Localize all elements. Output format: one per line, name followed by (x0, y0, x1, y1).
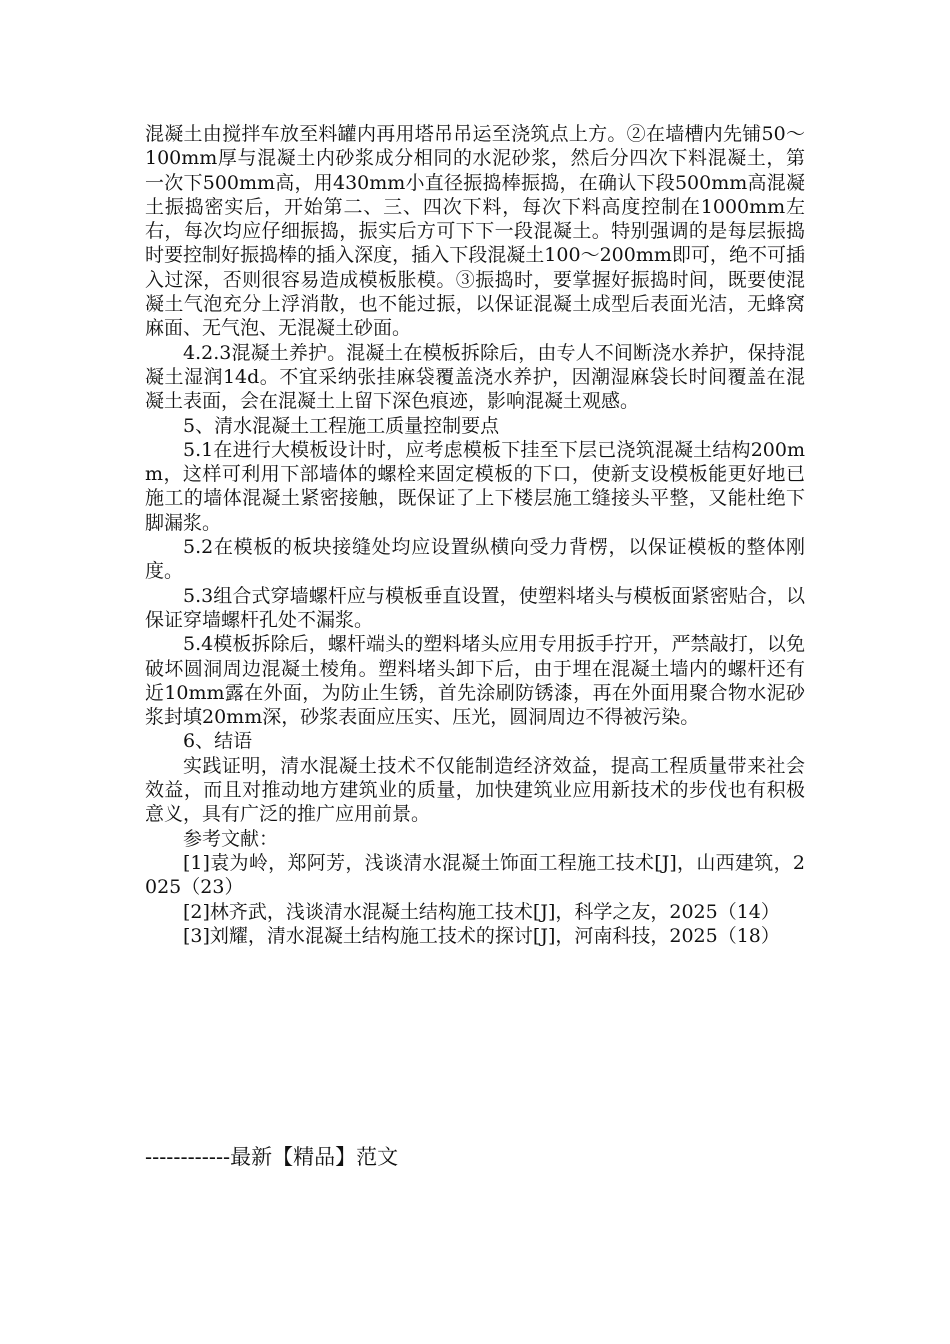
document-body (145, 122, 805, 948)
reference-item: [2]林齐武，浅谈清水混凝土结构施工技术[J]，科学之友，2025（14） (183, 900, 780, 923)
reference-item: [1]袁为岭，郑阿芳，浅谈清水混凝土饰面工程施工技术[J]，山西建筑，2025（23） (145, 851, 805, 899)
section-heading-6: 6、结语 (183, 730, 253, 753)
paragraph-continuation: 混凝土由搅拌车放至料罐内再用塔吊吊运至浇筑点上方。②在墙槽内先铺50～100mm厚与混凝土内砂浆成分相同的水泥砂浆，然后分四次下料混凝土，第一次下500mm高，用430mm小直径振捣棒振捣，在确认下段500mm高混凝土振捣密实后，开始第二、三、四次下料，每次下料高度控制在1000mm左右，每次均应仔细振捣，振实后方可下下一段混凝土。特别强调的是每层振捣时要控制好振捣棒的插入深度，插入下段混凝土100～200mm即可，绝不可插入过深，否则很容易造成模板胀模。③振捣时，要掌握好振捣时间，既要使混凝土气泡充分上浮消散，也不能过振，以保证混凝土成型后表面光洁，无蜂窝麻面、无气泡、无混凝土砂面。 (145, 123, 805, 340)
paragraph-5-4: 5.4模板拆除后，螺杆端头的塑料堵头应用专用扳手拧开，严禁敲打，以免破坏圆洞周边混凝土棱角。塑料堵头卸下后，由于埋在混凝土墙内的螺杆还有近10mm露在外面，为防止生锈，首先涂刷防锈漆，再在外面用聚合物水泥砂浆封填20mm深，砂浆表面应压实、压光，圆洞周边不得被污染。 (145, 633, 805, 729)
reference-item: [3]刘耀，清水混凝土结构施工技术的探讨[J]，河南科技，2025（18） (183, 924, 780, 947)
conclusion-paragraph: 实践证明，清水混凝土技术不仅能制造经济效益，提高工程质量带来社会效益，而且对推动地方建筑业的质量，加快建筑业应用新技术的步伐也有积极意义，具有广泛的推广应用前景。 (145, 754, 805, 826)
paragraph-5-3: 5.3组合式穿墙螺杆应与模板垂直设置，使塑料堵头与模板面紧密贴合，以保证穿墙螺杆孔处不漏浆。 (145, 584, 805, 631)
paragraph-4-2-3: 4.2.3混凝土养护。混凝土在模板拆除后，由专人不间断浇水养护，保持混凝土湿润14d。不宜采纳张挂麻袋覆盖浇水养护，因潮湿麻袋长时间覆盖在混凝土表面，会在混凝土上留下深色痕迹，影响混凝土观感。 (145, 341, 805, 413)
references-heading: 参考文献： (183, 827, 279, 850)
paragraph-5-2: 5.2在模板的板块接缝处均应设置纵横向受力背楞，以保证模板的整体刚度。 (145, 536, 805, 583)
section-heading-5: 5、清水混凝土工程施工质量控制要点 (183, 414, 500, 437)
page-footer: ------------最新【精品】范文 (145, 1145, 399, 1169)
paragraph-5-1: 5.1在进行大模板设计时，应考虑模板下挂至下层已浇筑混凝土结构200mm，这样可利用下部墙体的螺栓来固定模板的下口，使新支设模板能更好地已施工的墙体混凝土紧密接触，既保证了上下楼层施工缝接头平整，又能杜绝下脚漏浆。 (145, 438, 805, 534)
